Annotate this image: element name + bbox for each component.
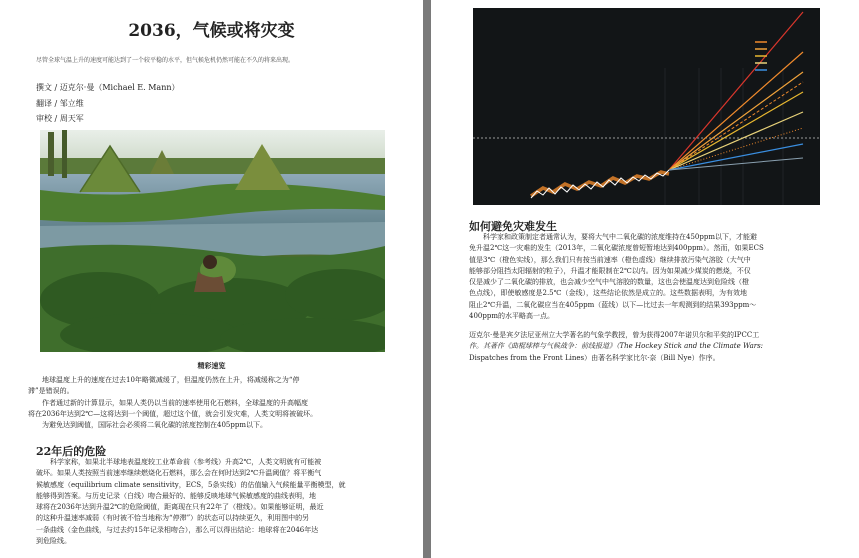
body-line: 科学家称，如果北半球地表温度较工业革命前（参考线）升高2℃，人类文明就有可能被 [50,458,322,466]
article-subtitle: 尽管全球气温上升的速度可能达到了一个较平稳的水平，但气候危机仍然可能在不久的将来出现。 [36,57,295,64]
body-line: 破坏。如果人类按照当前速率继续燃烧化石燃料，那么会在何时达到2℃升温阈值？将平衡气 [36,469,322,478]
highlight-line: 作者通过新的计算显示，如果人类仍以当前的速率使用化石燃料，全球温度的升高幅度 [42,398,308,407]
author-credit: 撰文 / 迈克尔·曼（Michael E. Mann） [36,83,180,92]
body-line: 阻止2℃升温，二氧化碳应当在405ppm（蓝线）以下—比过去一年观测到的结果393ppm～ [469,300,757,309]
body-line: 能够部分阻挡太阳辐射的粒子），升温才能限制在2℃以内。因为如果减少煤炭的燃烧，不仅 [469,266,751,275]
body-line: 的这种升温速率减弱（有时被不恰当地称为“停滞”）的状态可以持续更久，利用图中的另 [36,514,310,523]
highlight-line: 滞”是错误的。 [28,387,74,396]
body-line: 科学家和政策制定者通常认为，要将大气中二氧化碳的浓度维持在450ppm以下，才能避 [483,233,757,241]
section-heading-danger: 22年后的危险 [36,445,107,458]
danger-section-body [36,457,398,547]
article-title: 2036，气候或将灾变 [128,21,295,41]
body-line: 球将在2036年达到升温2℃的危险阈值，距离现在只有22年了（橙线）。如果能够证明，最近 [36,503,324,512]
projection-chart-graphic [473,8,820,205]
body-line: 候敏感度（equilibrium climate sensitivity，ECS，5条实线）的估值输入气候能量平衡模型，就 [36,480,346,489]
photo-caption: 精彩速览 [197,361,226,370]
body-line: 免升温2℃这一灾难的发生（2013年，二氧化碳浓度曾短暂地达到400ppm）。然而，如果ECS [469,244,764,253]
highlight-line: 将在2036年达到2℃—这将达到一个阈值，超过这个值，就会引发灾难，人类文明将被破坏。 [28,409,318,418]
page-gutter [423,0,431,558]
highlights-block [28,375,396,431]
body-line: 能够得到答案。与历史记录（白线）吻合最好的、能够反映地球气候敏感度的曲线表明，地 [36,491,316,500]
wetland-photo [40,130,385,352]
body-line: 值是3℃（橙色实线），那么我们只有按当前速率（橙色虚线）继续排放污染气溶胶（大气中 [469,255,751,264]
bio-line: Dispatches from the Front Lines）由著名科学家比尔·奈（Bill Nye）作序。 [469,353,720,362]
right-page [431,0,859,558]
body-line: 一条曲线（金色曲线，与过去约15年记录相吻合），那么可以得出结论：地球将在2046年达 [36,525,319,534]
avoid-section-body [469,232,819,322]
translator-credit: 翻译 / 邹立维 [36,99,84,108]
author-bio [469,330,819,364]
body-line: 色点线），即使敏感度是2.5℃（金线），这些结论依然是成立的。这些数据表明，为有效地 [469,289,747,298]
reviewer-credit: 审校 / 周天军 [36,114,84,123]
body-line: 400ppm的水平略高一点。 [469,312,554,321]
body-line: 到危险线。 [36,537,71,546]
left-page [0,0,423,558]
body-line: 仅是减少了二氧化碳的排放，也会减少空气中气溶胶的数量，这也会使温度达到危险线（橙 [469,278,749,287]
bio-line: 迈克尔·曼是宾夕法尼亚州立大学著名的气象学教授，曾为获得2007年诺贝尔和平奖的IPCC工 [469,331,760,339]
section-heading-avoid: 如何避免灾难发生 [469,220,557,233]
temperature-projection-chart [473,8,820,205]
wetland-photo-illustration [40,130,385,352]
bio-line: 作。其著作《曲棍球棒与气候战争：前线报道》（The Hockey Stick and the Climate Wars: [469,342,764,351]
highlight-line: 为避免达到阈值，国际社会必须将二氧化碳的浓度控制在405ppm以下。 [42,421,267,430]
highlight-line: 地球温度上升的速度在过去10年略微减缓了，但温度仍然在上升，将减缓称之为“停 [42,376,300,384]
